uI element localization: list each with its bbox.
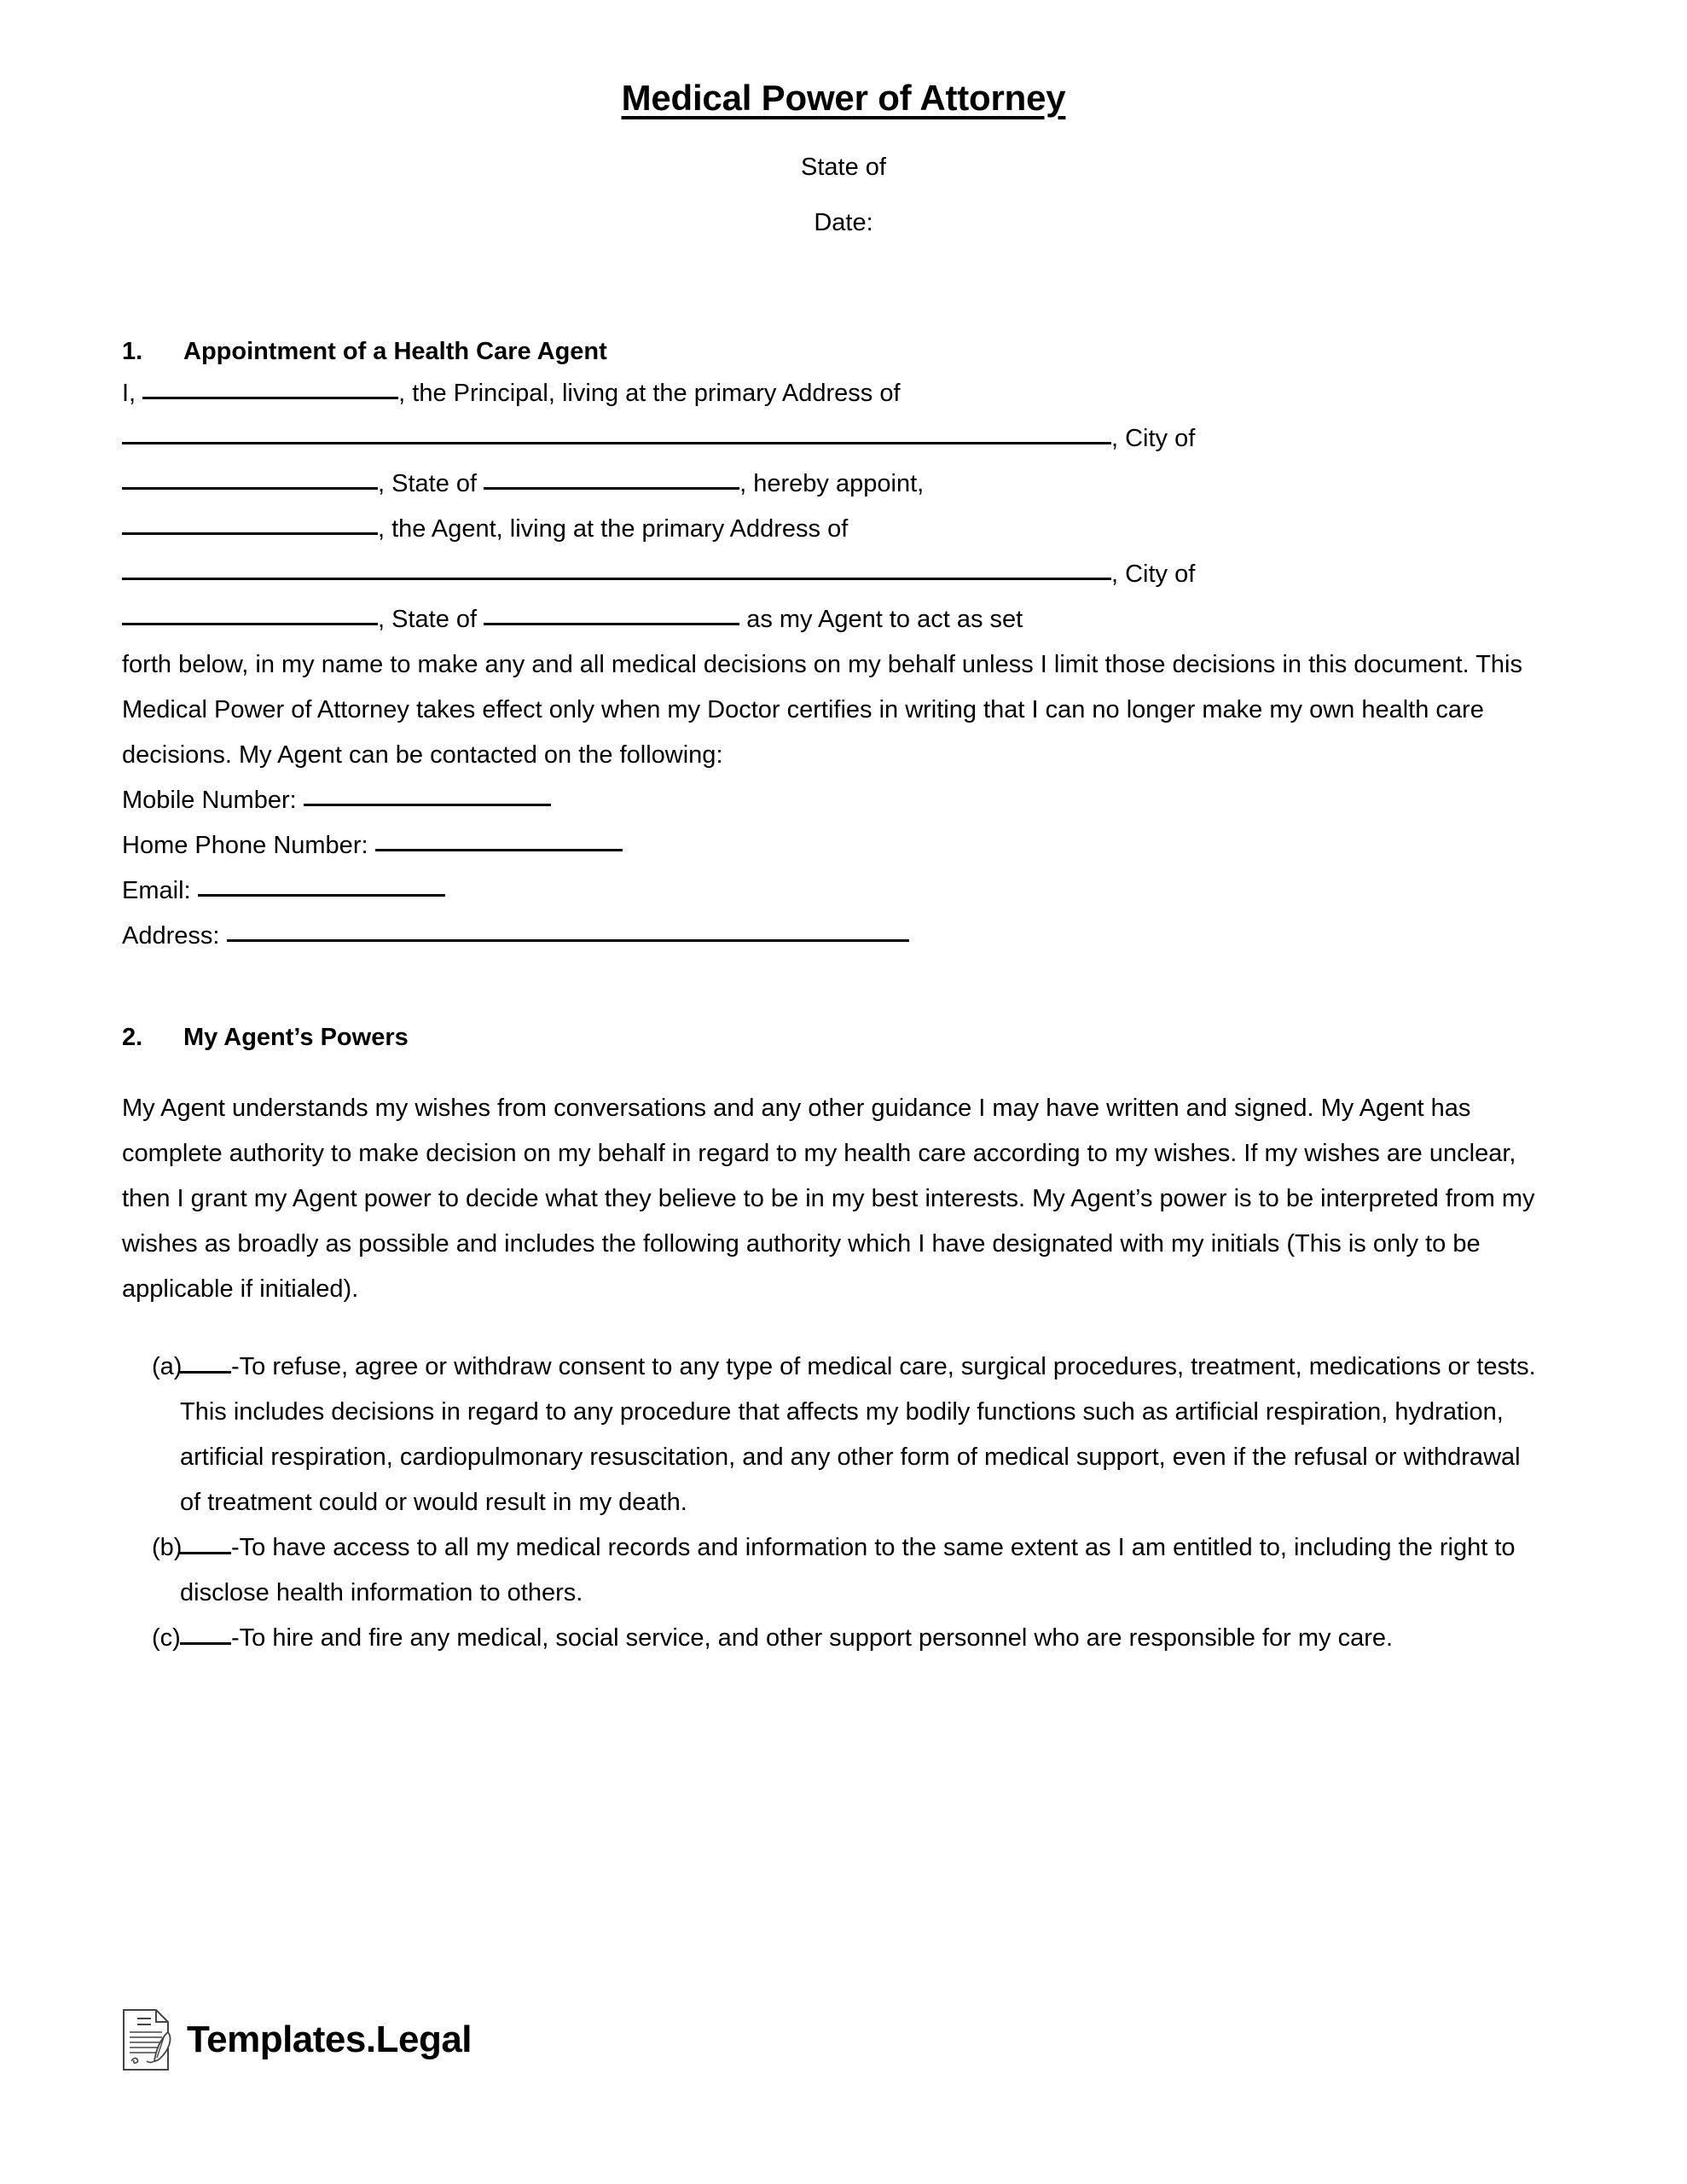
email-blank[interactable] xyxy=(198,875,445,897)
agent-city-state-line xyxy=(122,597,1565,642)
list-item xyxy=(122,1525,1565,1616)
agent-address-blank[interactable] xyxy=(122,559,1111,580)
section-2-heading xyxy=(122,1024,1565,1052)
list-text-a xyxy=(180,1345,1565,1525)
address-label: Address: xyxy=(122,922,227,950)
mobile-number-line xyxy=(122,778,1565,823)
brand-name: Templates.Legal xyxy=(187,2018,472,2060)
act-as-set-text: as my Agent to act as set xyxy=(739,606,1023,634)
principal-name-prefix: I, xyxy=(122,380,143,408)
section-1-number: 1. xyxy=(122,338,143,366)
list-item xyxy=(122,1616,1565,1661)
list-body-c: -To hire and fire any medical, social service, and other support personnel who are responsible for my care. xyxy=(231,1624,1394,1653)
email-line xyxy=(122,868,1565,914)
section-1-title: Appointment of a Health Care Agent xyxy=(183,338,607,366)
initials-blank-a[interactable] xyxy=(180,1352,231,1374)
agent-city-blank[interactable] xyxy=(122,604,378,625)
list-item xyxy=(122,1345,1565,1525)
agent-state-blank[interactable] xyxy=(484,604,739,625)
section-2-paragraph: My Agent understands my wishes from conversations and any other guidance I may have written and signed. My Agent has complete authority to make decision on my behalf in regard to my health care according to my wishes. If my wishes are unclear, then I grant my Agent power to decide what they believe to be in my best interests. My Agent’s power is to be interpreted from my wishes as broadly as possible and includes the following authority which I have designated with my initials (This is only to be applicable if initialed). xyxy=(122,1095,1535,1304)
list-body-a: -To refuse, agree or withdraw consent to any type of medical care, surgical procedures, treatment, medications or tests. This includes decisions in regard to any procedure that affects my bodily functions such as artificial respiration, hydration, artificial respiration, cardiopulmonary resuscitation, and any other form of medical support, even if the refusal or withdrawal of treatment could or would result in my death. xyxy=(180,1353,1536,1517)
principal-address-line xyxy=(122,416,1565,462)
list-text-c xyxy=(180,1616,1565,1661)
initials-blank-b[interactable] xyxy=(180,1533,231,1554)
mobile-number-label: Mobile Number: xyxy=(122,787,304,815)
agent-powers-list xyxy=(122,1345,1565,1661)
list-text-b xyxy=(180,1525,1565,1616)
section-1-heading xyxy=(122,338,1565,366)
mobile-number-blank[interactable] xyxy=(304,785,551,806)
agent-address-line xyxy=(122,552,1565,597)
agent-name-suffix: , the Agent, living at the primary Address of xyxy=(378,515,849,543)
agent-address-suffix: , City of xyxy=(1111,561,1196,589)
list-marker-b: (b) xyxy=(152,1534,183,1562)
list-body-b: -To have access to all my medical records and information to the same extent as I am entitled to, including the right to disclose health information to others. xyxy=(180,1534,1516,1607)
agent-name-line xyxy=(122,507,1565,552)
page-title xyxy=(122,0,1565,118)
principal-city-blank[interactable] xyxy=(122,468,378,490)
list-marker-c: (c) xyxy=(152,1624,181,1653)
principal-state-blank[interactable] xyxy=(484,468,739,490)
principal-city-state-line xyxy=(122,462,1565,507)
principal-name-line xyxy=(122,371,1565,416)
agent-contact-block xyxy=(122,778,1565,959)
initials-blank-c[interactable] xyxy=(180,1623,231,1645)
date-label: Date: xyxy=(814,209,873,237)
home-phone-blank[interactable] xyxy=(375,830,623,851)
principal-state-label: , State of xyxy=(378,470,484,498)
agent-name-blank[interactable] xyxy=(122,514,378,535)
section-2-number: 2. xyxy=(122,1024,143,1052)
document-with-pen-icon xyxy=(122,2008,173,2071)
address-blank[interactable] xyxy=(227,921,909,942)
home-phone-line xyxy=(122,823,1565,868)
page-title-text: Medical Power of Attorney xyxy=(621,78,1066,118)
state-of-label: State of xyxy=(801,154,886,182)
home-phone-label: Home Phone Number: xyxy=(122,832,375,860)
email-label: Email: xyxy=(122,877,198,905)
hereby-appoint-text: , hereby appoint, xyxy=(739,470,925,498)
section-1-paragraph: forth below, in my name to make any and all medical decisions on my behalf unless I limit those decisions in this document. This Medical Power of Attorney takes effect only when my Doctor certifies in writing that I can no longer make my own health care decisions. My Agent can be contacted on the following: xyxy=(122,651,1522,770)
principal-address-suffix: , City of xyxy=(1111,425,1196,453)
principal-name-blank[interactable] xyxy=(142,378,398,399)
principal-name-suffix: , the Principal, living at the primary Address of xyxy=(398,380,901,408)
section-2-title: My Agent’s Powers xyxy=(183,1024,409,1052)
address-line xyxy=(122,914,1565,959)
agent-state-label: , State of xyxy=(378,606,484,634)
footer-brand xyxy=(122,2008,472,2071)
section-1-fill-in-block xyxy=(122,371,1565,642)
list-marker-a: (a) xyxy=(152,1353,183,1381)
principal-address-blank[interactable] xyxy=(122,423,1111,444)
document-content xyxy=(122,0,1565,1661)
